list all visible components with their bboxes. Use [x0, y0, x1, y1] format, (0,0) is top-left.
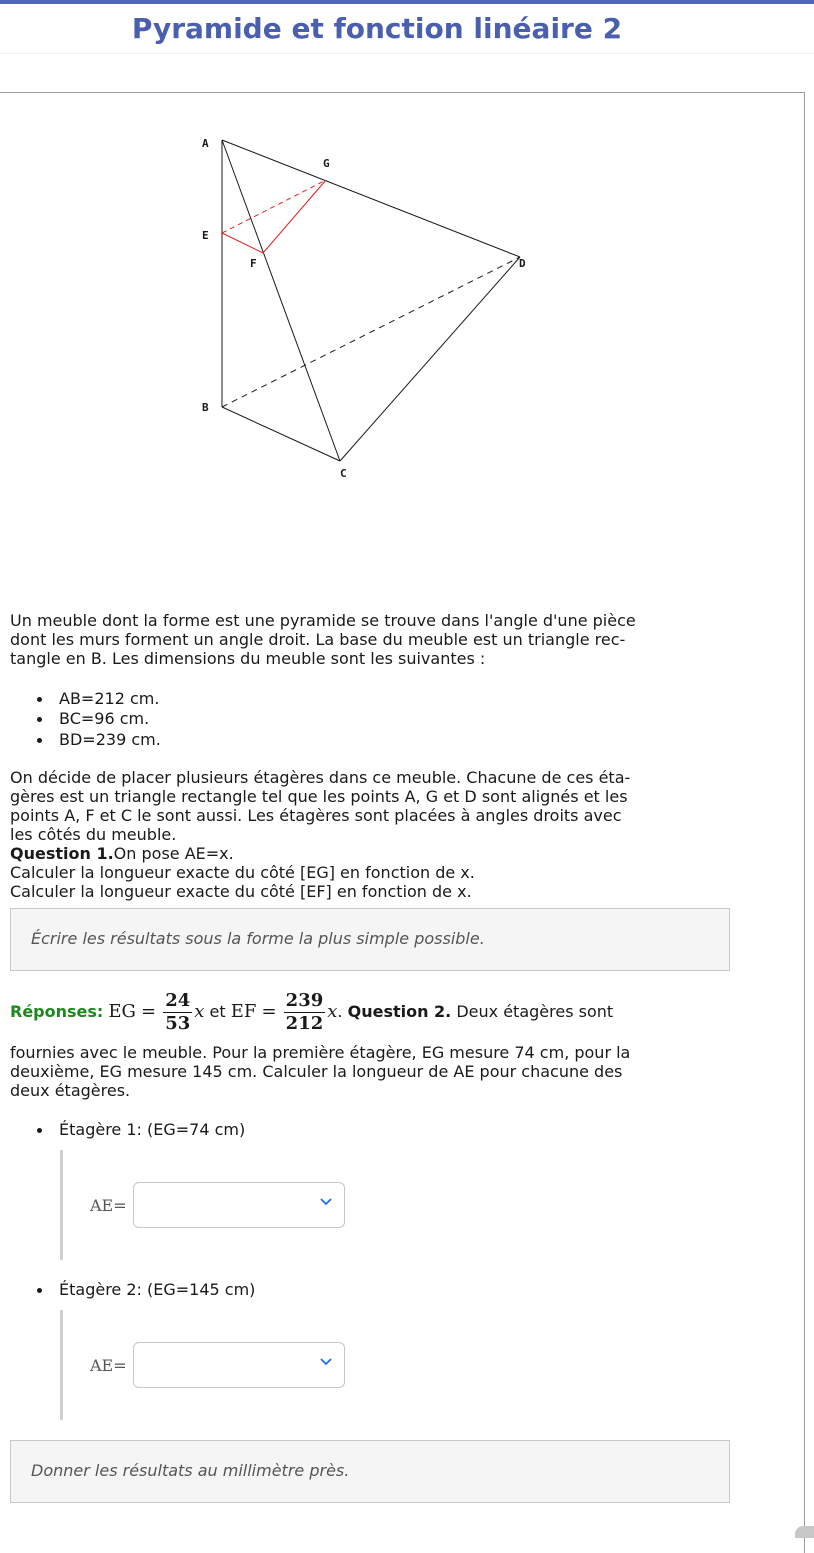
point-label-c: C — [340, 467, 347, 480]
question-2-label: Question 2. — [347, 1002, 452, 1021]
question-2-line: deuxième, EG mesure 145 cm. Calculer la longueur de AE pour chacune des — [10, 1062, 623, 1081]
dimension-item — [37, 709, 149, 728]
shelf-item — [37, 1280, 255, 1299]
question-2-line: deux étagères. — [10, 1081, 131, 1100]
dimension-item — [37, 689, 159, 708]
hint-text: Écrire les résultats sous la forme la plus simple possible. — [31, 929, 485, 948]
description-line: points A, F et C le sont aussi. Les étagères sont placées à angles droits avec — [10, 806, 622, 825]
ae-select-shelf-1[interactable] — [133, 1182, 345, 1228]
chevron-down-icon — [320, 1358, 332, 1366]
fraction-denominator: 53 — [165, 1013, 191, 1034]
intro-paragraph — [10, 611, 730, 668]
scroll-indicator[interactable] — [795, 1526, 814, 1538]
dimension-text: BC=96 cm. — [59, 709, 150, 728]
edge-ac — [222, 140, 340, 461]
edge-cd — [340, 257, 520, 461]
period-text: . — [337, 1002, 343, 1021]
math-equals: = — [261, 1001, 277, 1022]
question-2-text: Deux étagères sont — [451, 1002, 614, 1021]
shelf-edge-fg — [263, 180, 326, 253]
math-equals: = — [141, 1001, 157, 1022]
description-line: les côtés du meuble. — [10, 825, 177, 844]
shelf-label: Étagère 1: (EG=74 cm) — [59, 1120, 246, 1139]
edge-bd — [222, 257, 520, 407]
question-2-line: fournies avec le meuble. Pour la première étagère, EG mesure 74 cm, pour la — [10, 1043, 631, 1062]
math-variable: x — [327, 1001, 338, 1022]
edge-bc — [222, 407, 340, 461]
ae-label: AE= — [90, 1196, 127, 1215]
title-divider — [0, 53, 814, 54]
conjunction-text: et — [209, 1002, 226, 1021]
intro-line: dont les murs forment un angle droit. La base du meuble est un triangle rec- — [10, 630, 626, 649]
math-eg: EG — [108, 1001, 136, 1022]
ae-select-shelf-2[interactable] — [133, 1342, 345, 1388]
description-paragraph — [10, 768, 730, 901]
shelf-label: Étagère 2: (EG=145 cm) — [59, 1280, 256, 1299]
point-label-f: F — [250, 257, 257, 270]
shelf-2-answer-group — [60, 1310, 363, 1420]
question-2-paragraph — [10, 1043, 730, 1100]
point-label-b: B — [202, 401, 209, 414]
pyramid-figure — [180, 125, 540, 485]
ae-label: AE= — [90, 1356, 127, 1375]
math-variable: x — [194, 1001, 205, 1022]
dimension-text: AB=212 cm. — [59, 689, 160, 708]
edge-ad — [222, 140, 520, 257]
answers-label: Réponses: — [10, 1002, 104, 1021]
description-line: gères est un triangle rectangle tel que les points A, G et D sont alignés et les — [10, 787, 628, 806]
fraction-numerator: 24 — [165, 990, 191, 1011]
top-accent-bar — [0, 0, 814, 4]
hint-box-precision — [10, 1440, 730, 1503]
hint-text: Donner les résultats au millimètre près. — [31, 1461, 350, 1480]
question-1-line: Calculer la longueur exacte du côté [EG] en fonction de x. — [10, 863, 475, 882]
chevron-down-icon — [320, 1198, 332, 1206]
math-ef: EF — [230, 1001, 257, 1022]
shelf-item — [37, 1120, 245, 1139]
question-1-line: Calculer la longueur exacte du côté [EF] en fonction de x. — [10, 882, 472, 901]
point-label-g: G — [323, 157, 330, 170]
fraction-ef — [284, 990, 326, 1035]
description-line: On décide de placer plusieurs étagères dans ce meuble. Chacune de ces éta- — [10, 768, 631, 787]
intro-line: Un meuble dont la forme est une pyramide se trouve dans l'angle d'une pièce — [10, 611, 636, 630]
fraction-numerator: 239 — [285, 990, 324, 1011]
point-label-e: E — [202, 229, 209, 242]
fraction-eg — [163, 990, 192, 1035]
shelf-1-answer-group — [60, 1150, 363, 1260]
question-1-text: On pose AE=x. — [113, 844, 234, 863]
intro-line: tangle en B. Les dimensions du meuble sont les suivantes : — [10, 649, 486, 668]
page-title: Pyramide et fonction linéaire 2 — [131, 12, 623, 45]
fraction-denominator: 212 — [285, 1013, 324, 1034]
hint-box-simplify — [10, 908, 730, 971]
shelf-edge-eg — [222, 180, 326, 233]
dimension-item — [37, 730, 161, 749]
answers-line — [10, 990, 730, 1035]
dimension-text: BD=239 cm. — [59, 730, 161, 749]
question-1-label: Question 1. — [10, 844, 114, 863]
point-label-d: D — [519, 257, 526, 270]
point-label-a: A — [202, 137, 209, 150]
